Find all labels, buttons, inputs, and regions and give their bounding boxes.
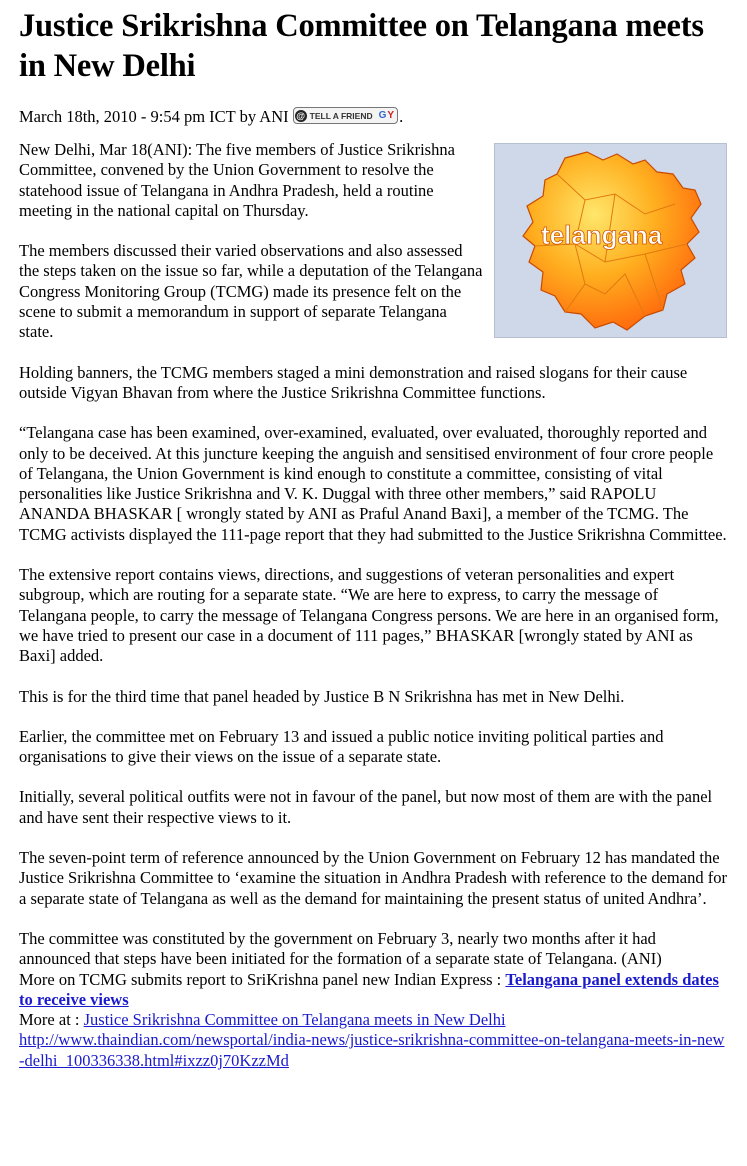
paragraph-1: New Delhi, Mar 18(ANI): The five members of Justice Srikrishna Committee, convened by the Union Government to resolve the statehood issue of Telangana in Andhra Pradesh, held a routine meeting in the national capital on Thursday. [19, 140, 455, 220]
at-icon: @ [296, 110, 306, 121]
article [19, 0, 727, 1071]
source-url-link[interactable]: http://www.thaindian.com/newsportal/india-news/justice-srikrishna-committee-on-telangana-meets-in-new-delhi_100336338.html#ixzz0j70KzzMd [19, 1030, 725, 1070]
paragraph-3: Holding banners, the TCMG members staged a mini demonstration and raised slogans for their cause outside Vigyan Bhavan from where the Justice Srikrishna Committee functions. [19, 362, 688, 402]
paragraph-4: “Telangana case has been examined, over-examined, evaluated, over evaluated, thoroughly reported and only to be deceived. At this juncture keeping the anguish and sensitised environment of four crore people of Telangana, the Union Government is kind enough to constitute a committee, consisting of vital personalities like Justice Srikrishna and V. K. Duggal with three other members,” said RAPOLU ANANDA BHASKAR [ wrongly stated by ANI as Praful Anand Baxi], a member of the TCMG. The TCMG activists displayed the 111-page report that they had submitted to the Justice Srikrishna Committee. [19, 423, 727, 544]
paragraph-7: Earlier, the committee met on February 13 and issued a public notice inviting political parties and organisations to give their views on the issue of a separate state. [19, 726, 664, 767]
more-at-line [19, 1010, 727, 1030]
more-on-prefix: More on TCMG submits report to SriKrishna panel new Indian Express : [19, 969, 506, 989]
telangana-map-image [494, 143, 727, 338]
source-url-line [19, 1030, 727, 1071]
byline-end: . [399, 107, 404, 126]
paragraph-6: This is for the third time that panel headed by Justice B N Srikrishna has met in New Delhi. [19, 686, 625, 706]
article-title: Justice Srikrishna Committee on Telangana meets in New Delhi [19, 8, 704, 84]
paragraph-8: Initially, several political outfits were not in favour of the panel, but now most of them are with the panel and have sent their respective views to it. [19, 787, 713, 827]
paragraph-5: The extensive report contains views, directions, and suggestions of veteran personalities and expert subgroup, which are routing for a separate state. “We are here to express, to carry the message of Telangana people, to carry the message of Telangana Congress persons. We are here in an organised form, we have tried to present our case in a document of 111 pages,” BHASKAR [wrongly stated by ANI as Baxi] added. [19, 565, 719, 666]
paragraph-10: The committee was constituted by the government on February 3, nearly two months after it had announced that steps have been initiated for the formation of a separate state of Telangana. (ANI) [19, 928, 662, 969]
byline-text: March 18th, 2010 - 9:54 pm ICT by ANI [19, 107, 289, 126]
paragraph-9: The seven-point term of reference announced by the Union Government on February 12 has mandated the Justice Srikrishna Committee to ‘examine the situation in Andhra Pradesh with reference to the demand for a separate state of Telangana as well as the demand for maintaining the present status of united Andhra’. [19, 848, 727, 908]
byline [19, 107, 727, 129]
more-on-line [19, 970, 727, 1011]
paragraph-2: The members discussed their varied observations and also assessed the steps taken on the issue so far, while a deputation of the Telangana Congress Monitoring Group (TCMG) made its presence felt on the scene to submit a memorandum in support of separate Telangana state. [19, 241, 483, 342]
more-at-link[interactable]: Justice Srikrishna Committee on Telangana meets in New Delhi [83, 1010, 506, 1030]
telangana-map-icon [495, 144, 726, 337]
g-icon: G [378, 109, 387, 121]
more-on-link[interactable]: Telangana panel extends dates to receive views [19, 969, 719, 1009]
tell-a-friend-button[interactable] [293, 107, 398, 124]
intro-section [19, 140, 727, 343]
tell-a-friend-label: TELL A FRIEND [309, 110, 373, 121]
more-at-prefix: More at : [19, 1010, 84, 1030]
y-icon: Y [387, 109, 395, 121]
map-label: telangana [541, 220, 663, 250]
